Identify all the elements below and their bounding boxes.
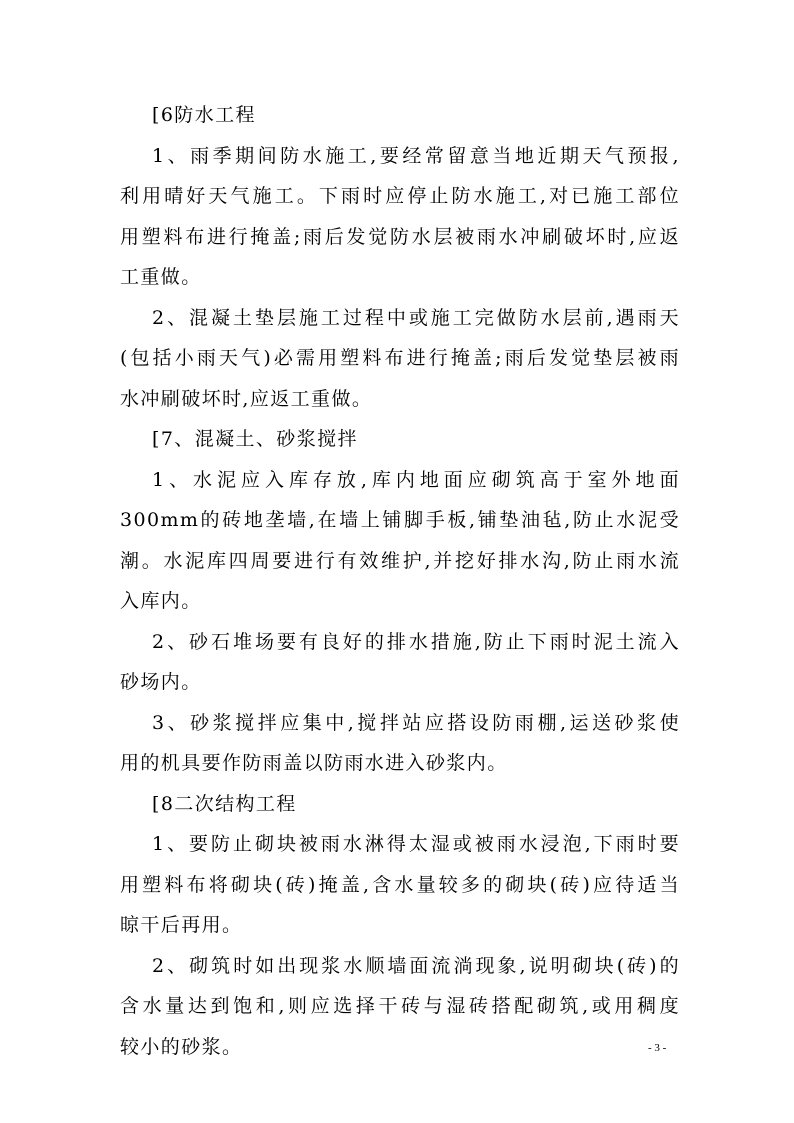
body-text [120, 95, 680, 1067]
paragraph-line: 水冲刷破坏时,应返工重做。 [120, 387, 373, 410]
paragraph-line: 2、砂石堆场要有良好的排水措施,防止下雨时泥土流入 [152, 630, 680, 653]
paragraph-line: 工重做。 [120, 266, 202, 288]
paragraph-line: 2、砌筑时如出现浆水顺墙面流淌现象,说明砌块(砖)的 [152, 954, 680, 977]
paragraph-line: 入库内。 [120, 590, 202, 612]
paragraph-line: 300mm的砖地垄墙,在墙上铺脚手板,铺垫油毡,防止水泥受 [120, 509, 680, 531]
section-heading: [8二次结构工程 [152, 792, 297, 815]
paragraph-line: 用塑料布进行掩盖;雨后发觉防水层被雨水冲刷破坏时,应返 [120, 225, 680, 248]
paragraph-line: 3、砂浆搅拌应集中,搅拌站应搭设防雨棚,运送砂浆使 [152, 711, 680, 734]
paragraph-line: 1、雨季期间防水施工,要经常留意当地近期天气预报, [152, 144, 680, 167]
paragraph-line: 用塑料布将砌块(砖)掩盖,含水量较多的砌块(砖)应待适当 [120, 873, 680, 896]
paragraph-line: 晾干后再用。 [120, 914, 243, 936]
paragraph-line: 较小的砂浆。 [120, 1035, 243, 1058]
paragraph-line: 1、要防止砌块被雨水淋得太湿或被雨水浸泡,下雨时要 [152, 833, 680, 855]
section-heading: [6防水工程 [152, 104, 256, 126]
page-number: - 3 - [648, 1042, 667, 1054]
paragraph-line: 1、水泥应入库存放,库内地面应砌筑高于室外地面 [152, 468, 680, 491]
section-heading: [7、混凝土、砂浆搅拌 [152, 428, 358, 450]
paragraph-line: 用的机具要作防雨盖以防雨水进入砂浆内。 [120, 752, 508, 774]
paragraph-line: 利用晴好天气施工。下雨时应停止防水施工,对已施工部位 [120, 185, 680, 207]
paragraph-line: 2、混凝土垫层施工过程中或施工完做防水层前,遇雨天 [152, 306, 680, 329]
paragraph-line: 潮。水泥库四周要进行有效维护,并挖好排水沟,防止雨水流 [120, 549, 680, 572]
paragraph-line: (包括小雨天气)必需用塑料布进行掩盖;雨后发觉垫层被雨 [120, 347, 680, 369]
paragraph-line: 含水量达到饱和,则应选择干砖与湿砖搭配砌筑,或用稠度 [120, 995, 680, 1017]
paragraph-line: 砂场内。 [120, 671, 202, 693]
